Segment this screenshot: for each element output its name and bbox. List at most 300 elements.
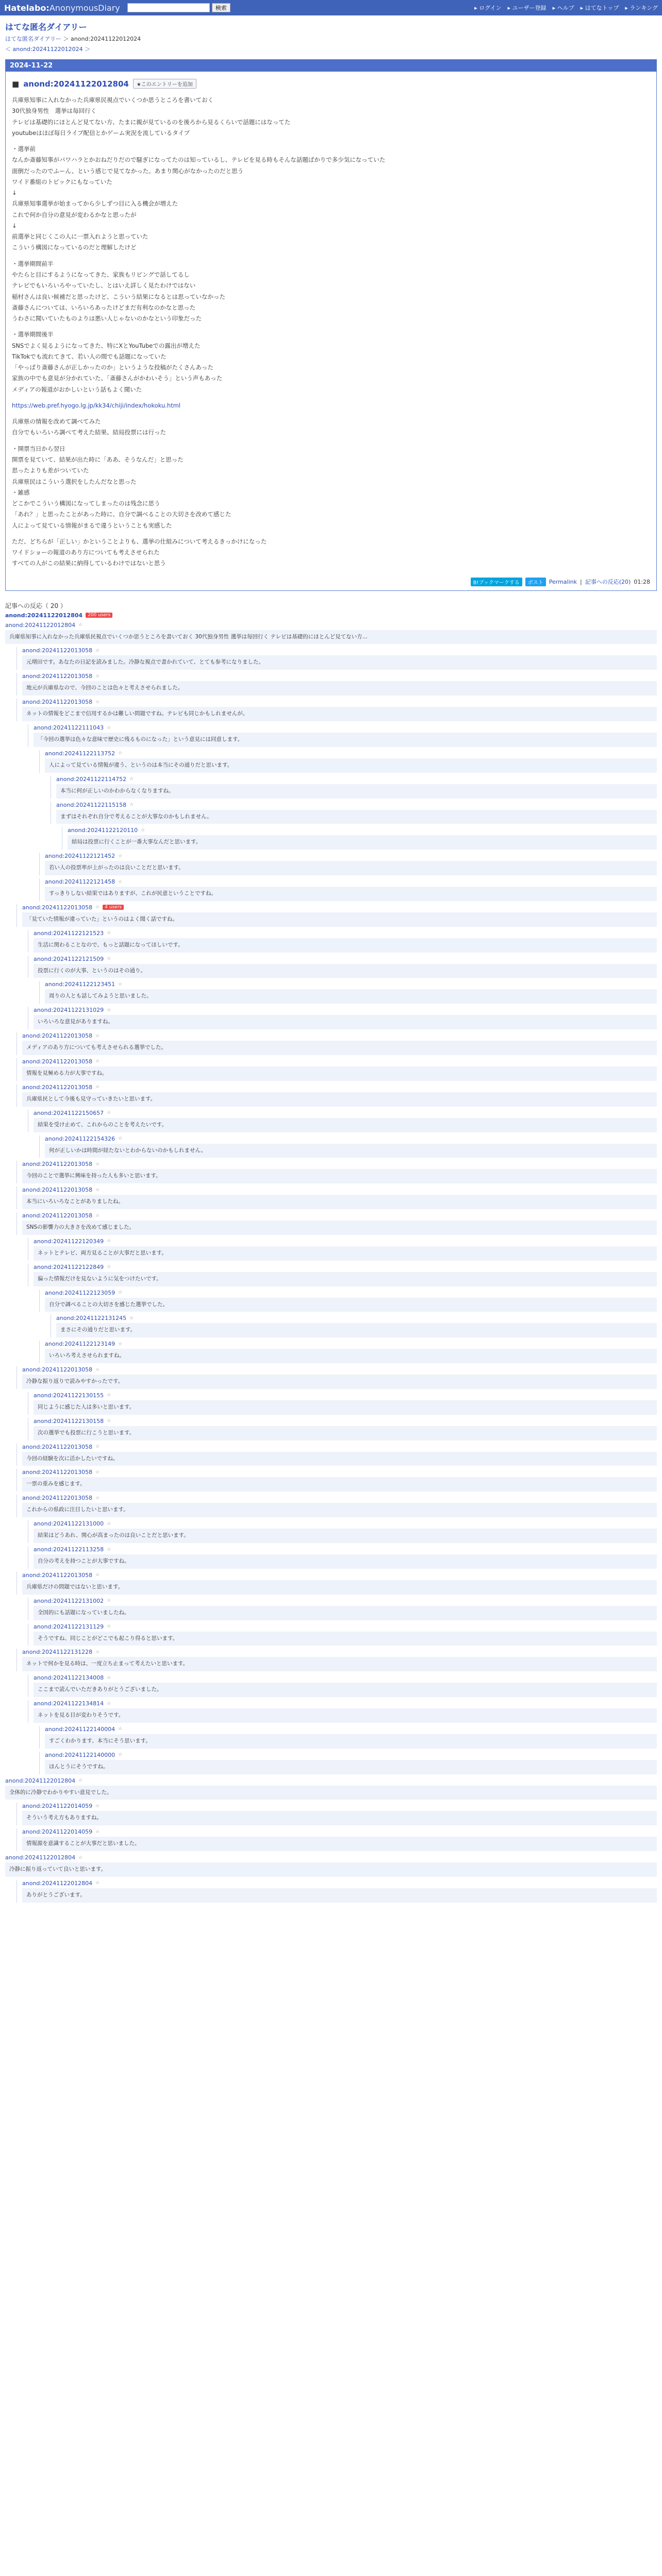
response-link[interactable]: anond:20241122114752 — [56, 775, 127, 783]
star-icon[interactable]: ☆ — [107, 930, 111, 936]
response-node — [39, 981, 657, 1004]
page-navigation — [5, 45, 657, 53]
star-icon[interactable]: ☆ — [129, 776, 134, 782]
response-node — [28, 724, 657, 747]
response-link[interactable]: anond:20241122013058 — [22, 699, 93, 706]
response-header — [45, 1136, 657, 1142]
response-header — [22, 1444, 657, 1450]
star-icon[interactable]: ☆ — [95, 699, 100, 705]
response-header — [34, 724, 657, 731]
entry-paragraph: なんか斎藤知事がパワハラとかおねだりだので騒ぎになってたのは知っているし、テレビを見る時もそんな話題ばかりで多少気になっていた — [12, 156, 386, 164]
response-node — [51, 802, 657, 824]
response-text: 周りの人とも話してみようと思いました。 — [45, 989, 657, 1004]
paragraph-gap — [12, 324, 650, 329]
response-text: 偏った情報だけを見ないように気をつけたいです。 — [34, 1272, 657, 1286]
star-icon[interactable]: ☆ — [107, 956, 111, 962]
star-icon[interactable]: ☆ — [95, 1803, 100, 1809]
response-link[interactable]: anond:20241122131228 — [22, 1649, 93, 1656]
star-icon[interactable]: ☆ — [107, 1239, 111, 1244]
response-header — [22, 904, 657, 911]
star-icon[interactable]: ☆ — [118, 853, 123, 859]
response-link[interactable]: anond:20241122121452 — [45, 853, 115, 860]
response-header — [56, 1315, 657, 1321]
response-text: 結局は投票に行くことが一番大事なんだと思います。 — [68, 835, 657, 850]
star-icon[interactable]: ☆ — [95, 1829, 100, 1835]
response-node — [28, 1110, 657, 1132]
response-link[interactable]: anond:20241122131129 — [34, 1623, 104, 1630]
entry-paragraph: どこかでこういう構図になってしまったのは残念に思う — [12, 500, 160, 507]
response-text: SNSの影響力の大きさを改めて感じました。 — [22, 1221, 657, 1235]
response-text: 人によって見ている情報が違う、というのは本当にその通りだと思います。 — [45, 758, 657, 773]
paragraph-gap — [12, 438, 650, 444]
response-header — [22, 1032, 657, 1039]
response-header — [34, 956, 657, 962]
response-text: すっきりしない結果ではありますが、これが民意ということですね。 — [45, 887, 657, 901]
response-link[interactable]: anond:20241122013058 — [22, 1571, 93, 1579]
response-link[interactable]: anond:20241122154326 — [45, 1135, 115, 1142]
response-header — [22, 1495, 657, 1501]
response-header — [22, 699, 657, 705]
response-link[interactable]: anond:20241122014059 — [22, 1803, 93, 1810]
response-link[interactable]: anond:20241122121458 — [45, 878, 115, 886]
response-text: ネットで何かを見る時は、一度立ち止まって考えたいと思います。 — [22, 1657, 657, 1671]
response-node — [39, 1341, 657, 1363]
response-header — [56, 776, 657, 783]
star-icon[interactable]: ☆ — [118, 1726, 123, 1732]
response-link[interactable]: anond:20241122013058 — [22, 904, 93, 911]
response-header — [22, 1187, 657, 1193]
response-text: いろいろ考えさせられますね。 — [45, 1349, 657, 1363]
entry-paragraph: 面倒だったのでふーん、という感じで見てなかった。あまり関心がなかったのだと思う — [12, 167, 244, 175]
response-node — [16, 1444, 657, 1466]
response-link[interactable]: anond:20241122123451 — [45, 981, 115, 988]
response-header — [22, 647, 657, 654]
site-title-link[interactable]: はてな匿名ダイアリー — [5, 22, 87, 32]
response-link[interactable]: anond:20241122012804 — [5, 1854, 76, 1861]
entry-paragraph: ・開票当日から翌日 — [12, 445, 65, 452]
response-node — [28, 956, 657, 978]
response-node — [28, 1700, 657, 1723]
response-link[interactable]: anond:20241122120110 — [68, 827, 138, 834]
response-text: 冷静な振り返りで読みやすかったです。 — [22, 1375, 657, 1389]
response-link[interactable]: anond:20241122013058 — [22, 1366, 93, 1374]
search-button[interactable]: 検索 — [212, 3, 230, 12]
response-link[interactable]: anond:20241122130158 — [34, 1417, 104, 1425]
response-link[interactable]: anond:20241122013058 — [22, 1187, 93, 1194]
star-icon[interactable]: ☆ — [78, 1855, 83, 1860]
star-icon[interactable]: ☆ — [129, 802, 134, 808]
star-icon[interactable]: ☆ — [118, 1136, 123, 1141]
response-text: いろいろな意見がありますね。 — [34, 1015, 657, 1029]
response-text: 自分で調べることの大切さを感じた選挙でした。 — [45, 1298, 657, 1312]
response-header — [45, 981, 657, 988]
paragraph-gap — [12, 411, 650, 416]
users-badge: 200 users — [86, 613, 112, 618]
response-header — [34, 1546, 657, 1553]
response-link[interactable]: anond:20241122111043 — [34, 724, 104, 731]
response-node — [28, 1674, 657, 1697]
response-link[interactable]: anond:20241122013058 — [22, 1058, 93, 1065]
star-icon[interactable]: ☆ — [95, 905, 100, 910]
response-node — [16, 1572, 657, 1595]
paragraph-gap — [12, 395, 650, 400]
star-icon[interactable]: ☆ — [107, 1675, 111, 1681]
star-icon[interactable]: ☆ — [95, 1880, 100, 1886]
response-header — [34, 1598, 657, 1604]
entry-body — [6, 72, 656, 590]
response-text: まずはそれぞれ自分で考えることが大事なのかもしれません。 — [56, 810, 657, 824]
star-icon[interactable]: ☆ — [118, 1341, 123, 1347]
response-link[interactable]: anond:20241122113752 — [45, 750, 115, 757]
response-link[interactable]: anond:20241122013058 — [22, 1469, 93, 1476]
star-icon[interactable]: ☆ — [107, 1264, 111, 1270]
response-header — [56, 802, 657, 808]
share-button[interactable]: ポスト — [525, 578, 546, 586]
entry-paragraph: すべての人がこの結果に納得しているわけではないと思う — [12, 560, 166, 567]
response-text: 情報源を意識することが大事だと思いました。 — [22, 1837, 657, 1851]
response-text: 兵庫県知事に入れなかった兵庫県民視点でいくつか思うところを書いておく 30代独身男性 選挙は毎回行く テレビは基礎的にほとんど見てない方... — [5, 630, 657, 645]
entry-paragraph: ・雑感 — [12, 488, 30, 496]
top-nav-item[interactable]: ▸ ランキング — [625, 5, 658, 11]
response-node — [39, 1726, 657, 1749]
entry-paragraph: ↓ — [12, 189, 17, 197]
response-text: 生活に関わることなので、もっと話題になってほしいです。 — [34, 938, 657, 953]
response-text: 元増田です。あなたの日記を読みました。冷静な視点で書かれていて、とても参考になりました。 — [22, 655, 657, 670]
entry-paragraph: こういう構図になっているのだと理解したけど — [12, 244, 137, 251]
star-icon[interactable]: ☆ — [107, 1521, 111, 1527]
response-link[interactable]: anond:20241122013058 — [22, 647, 93, 654]
response-header — [5, 1854, 657, 1861]
entry-paragraph: 家族の中でも意見が分かれていた、「斎藤さんがかわいそう」という声もあった — [12, 375, 223, 382]
response-node — [39, 1290, 657, 1312]
response-node — [51, 1315, 657, 1337]
response-header — [34, 1520, 657, 1527]
entry-paragraph: 30代独身男性 選挙は毎回行く — [12, 107, 97, 115]
star-icon[interactable]: ☆ — [107, 1701, 111, 1706]
response-header — [34, 1238, 657, 1245]
response-link[interactable]: anond:20241122115158 — [56, 801, 127, 808]
response-node — [39, 1752, 657, 1774]
response-header — [5, 622, 657, 629]
day-section — [5, 59, 657, 591]
star-icon[interactable]: ☆ — [107, 1110, 111, 1116]
response-text: 何が正しいかは時間が経たないとわからないのかもしれません。 — [45, 1144, 657, 1158]
response-link[interactable]: anond:20241122121523 — [34, 929, 104, 937]
page-nav-link[interactable]: anond:20241122012024 — [12, 46, 83, 53]
responses-section — [5, 599, 657, 1903]
response-link[interactable]: anond:20241122131245 — [56, 1315, 127, 1322]
response-node — [16, 1161, 657, 1183]
response-link[interactable]: anond:20241122123149 — [45, 1341, 115, 1348]
response-header — [22, 673, 657, 680]
star-icon[interactable]: ☆ — [95, 1444, 100, 1450]
star-icon[interactable]: ☆ — [107, 1007, 111, 1013]
response-node — [16, 1495, 657, 1517]
add-star-button[interactable]: ★このエントリーを追加 — [133, 79, 196, 89]
response-text: 「見ていた情報が違っていた」というのはよく聞く話ですね。 — [22, 912, 657, 927]
response-link[interactable]: anond:20241122113258 — [34, 1546, 104, 1553]
entry-paragraph: やたらと目にするようになってきた、家族もリビングで話してるし — [12, 270, 190, 278]
response-link[interactable]: anond:20241122121509 — [34, 955, 104, 962]
star-icon[interactable]: ☆ — [95, 1367, 100, 1372]
response-header — [45, 1752, 657, 1758]
response-node — [28, 1598, 657, 1620]
response-text: そういう考え方もありますね。 — [22, 1811, 657, 1825]
star-icon[interactable]: ☆ — [118, 1752, 123, 1758]
response-header — [22, 1828, 657, 1835]
entry-paragraph: 開票を見ていて、結果が出た時に「ああ、そうなんだ」と思った — [12, 455, 184, 463]
breadcrumb-current: anond:20241122012024 — [71, 36, 141, 42]
response-header — [34, 1264, 657, 1270]
response-header — [5, 1777, 657, 1784]
entry-title — [12, 79, 650, 89]
star-icon[interactable]: ☆ — [78, 1778, 83, 1784]
response-link[interactable]: anond:20241122013058 — [22, 1495, 93, 1502]
star-icon[interactable]: ☆ — [95, 1059, 100, 1064]
response-link[interactable]: anond:20241122122849 — [34, 1263, 104, 1270]
permalink[interactable]: Permalink — [549, 578, 577, 585]
entry-paragraph: ・選挙期間後半 — [12, 331, 54, 338]
star-icon[interactable]: ☆ — [141, 827, 145, 833]
response-link[interactable]: anond:20241122150657 — [34, 1109, 104, 1116]
entry-paragraph: youtubeはほぼ毎日ライブ配信とかゲーム実況を流しているタイプ — [12, 129, 190, 137]
response-header — [34, 930, 657, 937]
star-icon[interactable]: ☆ — [95, 1084, 100, 1090]
entry-paragraph: 兵庫県民はこういう選択をしたんだなと思った — [12, 478, 137, 485]
top-nav-item[interactable]: ▸ ログイン — [474, 5, 502, 11]
star-icon[interactable]: ☆ — [95, 1161, 100, 1167]
top-nav-item[interactable]: ▸ はてなトップ — [580, 5, 619, 11]
star-icon[interactable]: ☆ — [95, 1033, 100, 1039]
response-header — [34, 1700, 657, 1707]
response-link[interactable]: anond:20241122131029 — [34, 1007, 104, 1014]
response-node — [39, 750, 657, 773]
prev-page-link[interactable]: ＜ — [5, 46, 11, 53]
response-node — [5, 1854, 657, 1877]
response-link[interactable]: anond:20241122131002 — [34, 1597, 104, 1604]
star-icon[interactable]: ☆ — [95, 648, 100, 653]
response-text: 全体的に冷静でわかりやすい意見でした。 — [5, 1786, 657, 1800]
response-link[interactable]: anond:20241122012804 — [22, 1879, 93, 1887]
response-text: 本当に何が正しいのかわからなくなりますね。 — [56, 784, 657, 799]
star-icon[interactable]: ☆ — [118, 981, 123, 987]
response-text: まさにその通りだと思います。 — [56, 1323, 657, 1337]
response-link[interactable]: anond:20241122013058 — [22, 1032, 93, 1040]
star-icon[interactable]: ☆ — [95, 1495, 100, 1501]
response-header — [45, 1341, 657, 1347]
response-header — [68, 827, 657, 834]
response-node — [16, 1803, 657, 1825]
response-text: 情報を見極める力が大事ですね。 — [22, 1066, 657, 1081]
search-form — [127, 3, 230, 12]
response-text: 同じように感じた人は多いと思います。 — [34, 1400, 657, 1415]
response-node — [39, 1136, 657, 1158]
response-node — [28, 1392, 657, 1415]
top-nav-item[interactable]: ▸ ヘルプ — [552, 5, 574, 11]
response-header — [34, 1623, 657, 1630]
top-nav-item[interactable]: ▸ ユーザー登録 — [507, 5, 547, 11]
response-node — [51, 776, 657, 799]
response-node — [16, 1084, 657, 1107]
response-link[interactable]: anond:20241122013058 — [22, 1212, 93, 1219]
response-text: ありがとうございます。 — [22, 1888, 657, 1903]
response-text: ここまで読んでいただきありがとうございました。 — [34, 1683, 657, 1697]
response-link[interactable]: anond:20241122012804 — [5, 621, 76, 629]
entry-paragraph: 「あれ？」と思ったことがあった時に、自分で調べることの大切さを改めて感じた — [12, 511, 231, 518]
response-node — [16, 1366, 657, 1389]
response-text: 今回のことで選挙に興味を持った人も多いと思います。 — [22, 1169, 657, 1183]
next-page-link[interactable]: ＞ — [85, 46, 91, 53]
response-header — [22, 1366, 657, 1373]
entry-paragraph: メディアの報道がおかしいという話もよく聞いた — [12, 385, 142, 393]
paragraph-gap — [12, 139, 650, 144]
response-node — [28, 930, 657, 953]
entry-footer — [12, 578, 650, 586]
entry-paragraph: 自分でもいろいろ調べて考えた結果、結局投票には行った — [12, 429, 166, 436]
response-text: 結果はどうあれ、関心が高まったのは良いことだと思います。 — [34, 1529, 657, 1543]
response-link[interactable]: anond:20241122140004 — [45, 1725, 115, 1733]
response-node — [28, 1623, 657, 1646]
response-link[interactable]: anond:20241122013058 — [22, 673, 93, 680]
response-header — [22, 1084, 657, 1091]
top-nav — [474, 4, 658, 12]
star-icon[interactable]: ☆ — [107, 1393, 111, 1398]
entry-paragraph: ・選挙前 — [12, 145, 36, 153]
star-icon[interactable]: ☆ — [129, 1315, 134, 1321]
entry-paragraph: 兵庫県知事に入れなかった兵庫県民視点でいくつか思うところを書いておく — [12, 96, 213, 104]
paragraph-gap — [12, 531, 650, 536]
response-link[interactable]: anond:20241122130155 — [34, 1392, 104, 1399]
entry-paragraph: 稲村さんは良い候補だと思ったけど、こういう結果になるとは思っていなかった — [12, 293, 225, 300]
response-node — [28, 1418, 657, 1440]
star-icon[interactable]: ☆ — [107, 1547, 111, 1552]
response-header — [22, 1880, 657, 1887]
response-node — [16, 1649, 657, 1671]
response-text: 冷静に振り返っていて良いと思います。 — [5, 1862, 657, 1877]
response-text: ネットの情報をどこまで信用するかは難しい問題ですね。テレビも同じかもしれませんが。 — [22, 707, 657, 721]
response-header — [34, 1007, 657, 1013]
tree-root — [5, 612, 657, 619]
site-logo[interactable] — [4, 3, 120, 13]
responses-title: 記事への反応（ 20 ） — [5, 602, 67, 609]
response-header — [34, 1110, 657, 1116]
entry-paragraph: テレビは基礎的にほとんど見てない方、たまに親が見ているのを後ろから見るくらいで話題にはなってた — [12, 118, 291, 126]
entry-paragraph: ただ、どちらが「正しい」かということよりも、選挙の仕組みについて考えるきっかけになった — [12, 537, 267, 545]
star-icon[interactable]: ☆ — [95, 1649, 100, 1655]
star-icon[interactable]: ☆ — [107, 1624, 111, 1630]
response-header — [34, 1674, 657, 1681]
star-icon[interactable]: ☆ — [107, 725, 111, 731]
response-text: 一票の重みを感じます。 — [22, 1477, 657, 1492]
response-header — [34, 1418, 657, 1425]
response-link[interactable]: anond:20241122131000 — [34, 1520, 104, 1528]
entry-paragraph: ↓ — [12, 222, 17, 229]
response-text: これからの県政に注目したいと思います。 — [22, 1503, 657, 1517]
response-header — [45, 1290, 657, 1296]
response-node — [16, 1828, 657, 1851]
star-icon[interactable]: ☆ — [118, 751, 123, 756]
response-text: 結果を受け止めて、これからのことを考えたいです。 — [34, 1118, 657, 1132]
response-node — [16, 699, 657, 721]
response-link[interactable]: anond:20241122014059 — [22, 1828, 93, 1836]
response-node — [16, 1058, 657, 1081]
response-link[interactable]: anond:20241122134814 — [34, 1700, 104, 1707]
response-link[interactable]: anond:20241122140000 — [45, 1751, 115, 1758]
trackback-link[interactable]: 記事への反応(20) — [585, 579, 631, 586]
entry-paragraph: 兵庫県の情報を改めて調べてみた — [12, 418, 101, 426]
response-node — [16, 1032, 657, 1055]
response-link[interactable]: anond:20241122120349 — [34, 1238, 104, 1245]
star-icon[interactable]: ☆ — [95, 1572, 100, 1578]
response-node — [16, 1212, 657, 1235]
breadcrumb-separator: ＞ — [63, 36, 69, 42]
star-icon[interactable]: ☆ — [95, 1213, 100, 1218]
entry-url-link[interactable]: https://web.pref.hyogo.lg.jp/kk34/chiji/index/hokoku.html — [12, 401, 181, 409]
entry-paragraph: テレビでもいろいろやっていたし、とはいえ詳しく見たわけではない — [12, 282, 196, 290]
star-icon[interactable]: ☆ — [95, 1469, 100, 1475]
page-header — [0, 15, 662, 55]
breadcrumb-home[interactable]: はてな匿名ダイアリー — [5, 36, 62, 42]
response-header — [22, 1058, 657, 1065]
breadcrumb — [5, 35, 657, 43]
response-text: ネットとテレビ、両方見ることが大事だと思います。 — [34, 1246, 657, 1261]
response-header — [34, 1392, 657, 1399]
response-node — [16, 1469, 657, 1492]
star-icon[interactable]: ☆ — [118, 879, 123, 885]
response-node — [16, 1187, 657, 1209]
paragraph-gap — [12, 253, 650, 259]
response-link[interactable]: anond:20241122012804 — [5, 1777, 76, 1784]
entry-paragraph: 前選挙と同じくこの人に一票入れようと思っていた — [12, 233, 148, 241]
response-node — [16, 673, 657, 696]
response-link[interactable]: anond:20241122013058 — [22, 1083, 93, 1091]
tree-root-link[interactable]: anond:20241122012804 — [5, 612, 83, 619]
entry-paragraph: 兵庫県知事選挙が始まってから少しずつ目に入る機会が増えた — [12, 200, 178, 208]
response-link[interactable]: anond:20241122013058 — [22, 1443, 93, 1450]
top-bar — [0, 0, 662, 15]
entry-title-link[interactable]: anond:20241122012804 — [23, 79, 129, 89]
response-node — [39, 853, 657, 875]
star-icon[interactable]: ☆ — [107, 1418, 111, 1424]
entry-time: 01:28 — [634, 578, 650, 585]
users-badge: 4 users — [103, 905, 124, 910]
response-link[interactable]: anond:20241122013058 — [22, 1161, 93, 1168]
search-input[interactable] — [127, 3, 210, 12]
response-link[interactable]: anond:20241122134008 — [34, 1674, 104, 1682]
response-text: すごくわかります、本当にそう思います。 — [45, 1734, 657, 1749]
entry-paragraph: うわさに聞いていたものよりは悪い人じゃないのかなという印象だった — [12, 315, 202, 323]
response-header — [45, 853, 657, 859]
star-icon[interactable]: ☆ — [95, 673, 100, 679]
entry-paragraph: ワイドショーの報道のあり方についても考えさせられた — [12, 549, 160, 556]
star-icon[interactable]: ☆ — [78, 622, 83, 628]
response-link[interactable]: anond:20241122123059 — [45, 1289, 115, 1296]
entry-paragraph: 思ったよりも差がついていた — [12, 467, 89, 474]
response-node — [39, 878, 657, 901]
bookmark-button[interactable]: B!ブックマークする — [471, 578, 522, 586]
star-icon[interactable]: ☆ — [95, 1187, 100, 1193]
logo-text: Hatelabo: — [4, 3, 49, 13]
response-node — [28, 1520, 657, 1543]
star-icon[interactable]: ☆ — [107, 1598, 111, 1604]
entry-paragraph: 人によって見ている情報がまるで違うということも実感した — [12, 521, 172, 529]
response-text: ネットを見る目が変わりそうです。 — [34, 1708, 657, 1723]
response-node — [28, 1546, 657, 1569]
star-icon[interactable]: ☆ — [118, 1290, 123, 1296]
response-header — [22, 1649, 657, 1655]
response-text: 若い人の投票率が上がったのは良いことだと思います。 — [45, 861, 657, 875]
response-node — [28, 1264, 657, 1286]
